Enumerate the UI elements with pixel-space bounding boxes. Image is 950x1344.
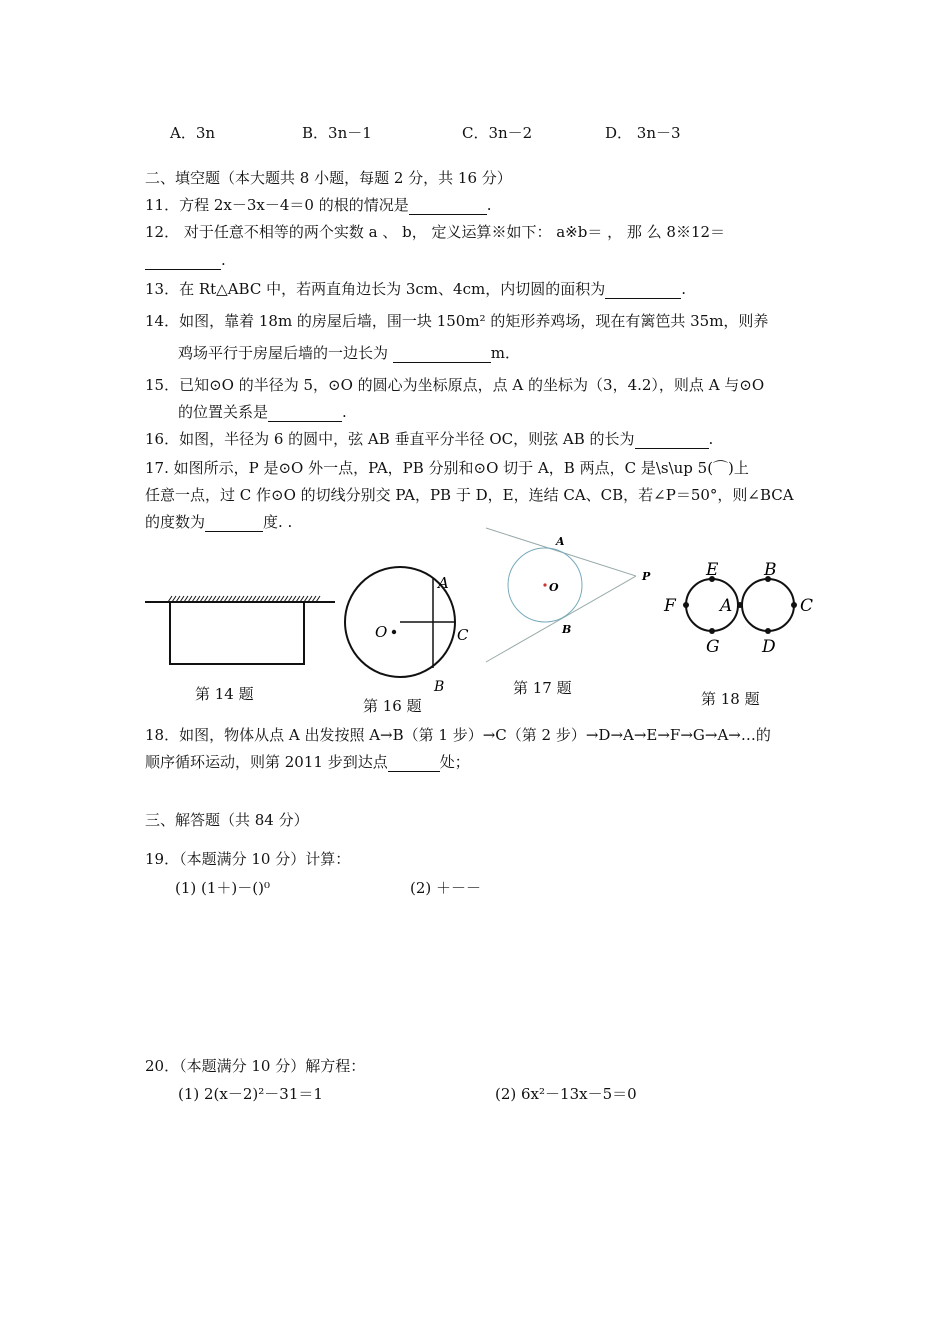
q12-blank [145, 253, 221, 270]
option-c: C．3n－2 [462, 124, 533, 142]
label-o: O [375, 623, 388, 641]
label-a: A [438, 574, 449, 592]
figure-14 [140, 588, 340, 678]
q16-text: 16．如图，半径为 6 的圆中，弦 AB 垂直平分半径 OC，则弦 AB 的长为 [145, 430, 635, 448]
q16-end: . [708, 430, 714, 448]
option-a: A．3n [170, 124, 216, 142]
label-a: A [720, 596, 733, 616]
question-20: 20．（本题满分 10 分）解方程： [145, 1057, 366, 1075]
label-p: P [642, 570, 651, 583]
q11-text: 11．方程 2x－3x－4＝0 的根的情况是 [145, 196, 409, 214]
question-14: 14．如图，靠着 18m 的房屋后墙，围一块 150m² 的矩形养鸡场，现在有篱笆共 35m，则养 [145, 312, 769, 330]
fig14-caption: 第 14 题 [195, 685, 254, 703]
q11-blank [409, 198, 487, 215]
question-17: 17. 如图所示，P 是⊙O 外一点，PA，PB 分别和⊙O 切于 A，B 两点，C 是\s\up 5(⌒)上 [145, 459, 749, 477]
fig17-caption: 第 17 题 [513, 679, 572, 697]
q13-end: . [681, 280, 686, 298]
q14-text: 鸡场平行于房屋后墙的一边长为 [178, 344, 389, 362]
question-19: 19．（本题满分 10 分）计算： [145, 850, 351, 868]
question-11 [145, 195, 492, 215]
question-17-cont2 [145, 512, 292, 532]
fig18-caption: 第 18 题 [701, 690, 760, 708]
q16-blank [635, 432, 709, 449]
question-16 [145, 429, 713, 449]
question-15-cont [178, 402, 347, 422]
q17-blank [205, 515, 263, 532]
question-19-part2: (2) ＋－－ [410, 879, 482, 897]
label-g: G [706, 637, 720, 657]
question-12-cont [145, 250, 226, 270]
q13-text: 13．在 Rt△ABC 中，若两直角边长为 3cm、4cm，内切圆的面积为 [145, 280, 606, 298]
figure-18 [658, 558, 823, 658]
option-d: D． 3n－3 [605, 124, 681, 142]
q18-end: 处； [439, 753, 470, 771]
question-13 [145, 279, 686, 299]
q17-end: 度. . [263, 513, 293, 531]
label-a: A [556, 535, 565, 548]
label-c: C [800, 596, 814, 616]
q12-end: . [221, 251, 226, 269]
q11-end: . [486, 196, 492, 214]
section3-heading: 三、解答题（共 84 分） [145, 811, 309, 829]
q18-blank [388, 755, 440, 772]
option-b: B．3n－1 [302, 124, 372, 142]
label-o: O [549, 581, 559, 594]
section2-heading: 二、填空题（本大题共 8 小题，每题 2 分，共 16 分） [145, 169, 512, 187]
q17-text: 的度数为 [145, 513, 206, 531]
question-20-part2: (2) 6x²－13x－5＝0 [495, 1085, 637, 1103]
question-20-part1: (1) 2(x－2)²－31＝1 [178, 1085, 323, 1103]
figure-16 [338, 560, 478, 700]
question-14-cont [178, 343, 520, 363]
question-12: 12． 对于任意不相等的两个实数 a 、 b， 定义运算※如下： a※b＝ ， 那 么 8※12＝ [145, 223, 726, 241]
q15-blank [268, 405, 342, 422]
label-c: C [457, 626, 469, 644]
fig16-caption: 第 16 题 [363, 697, 422, 715]
center-dot [392, 630, 396, 634]
label-b: B [764, 560, 777, 580]
question-15: 15．已知⊙O 的半径为 5，⊙O 的圆心为坐标原点，点 A 的坐标为（3，4.2），则点 A 与⊙O [145, 376, 765, 394]
question-18-cont [145, 752, 470, 772]
label-f: F [664, 596, 676, 616]
label-b: B [434, 679, 445, 695]
label-e: E [706, 560, 719, 580]
q14-end: m． [490, 344, 521, 362]
figure-17 [482, 524, 662, 669]
question-19-part1: (1) (1＋)－()⁰ [175, 879, 270, 897]
center-dot [543, 583, 546, 586]
question-18: 18．如图，物体从点 A 出发按照 A→B（第 1 步）→C（第 2 步）→D→A→E→F→G→A→…的 [145, 726, 771, 744]
q18-text: 顺序循环运动，则第 2011 步到达点 [145, 753, 388, 771]
q14-blank [393, 346, 491, 363]
question-17-cont: 任意一点，过 C 作⊙O 的切线分别交 PA，PB 于 D，E，连结 CA、CB，若∠P＝50°，则∠BCA [145, 486, 794, 504]
q15-end: . [342, 403, 347, 421]
label-d: D [762, 637, 776, 657]
label-b: B [562, 623, 572, 636]
q15-text: 的位置关系是 [178, 403, 269, 421]
q13-blank [605, 282, 681, 299]
